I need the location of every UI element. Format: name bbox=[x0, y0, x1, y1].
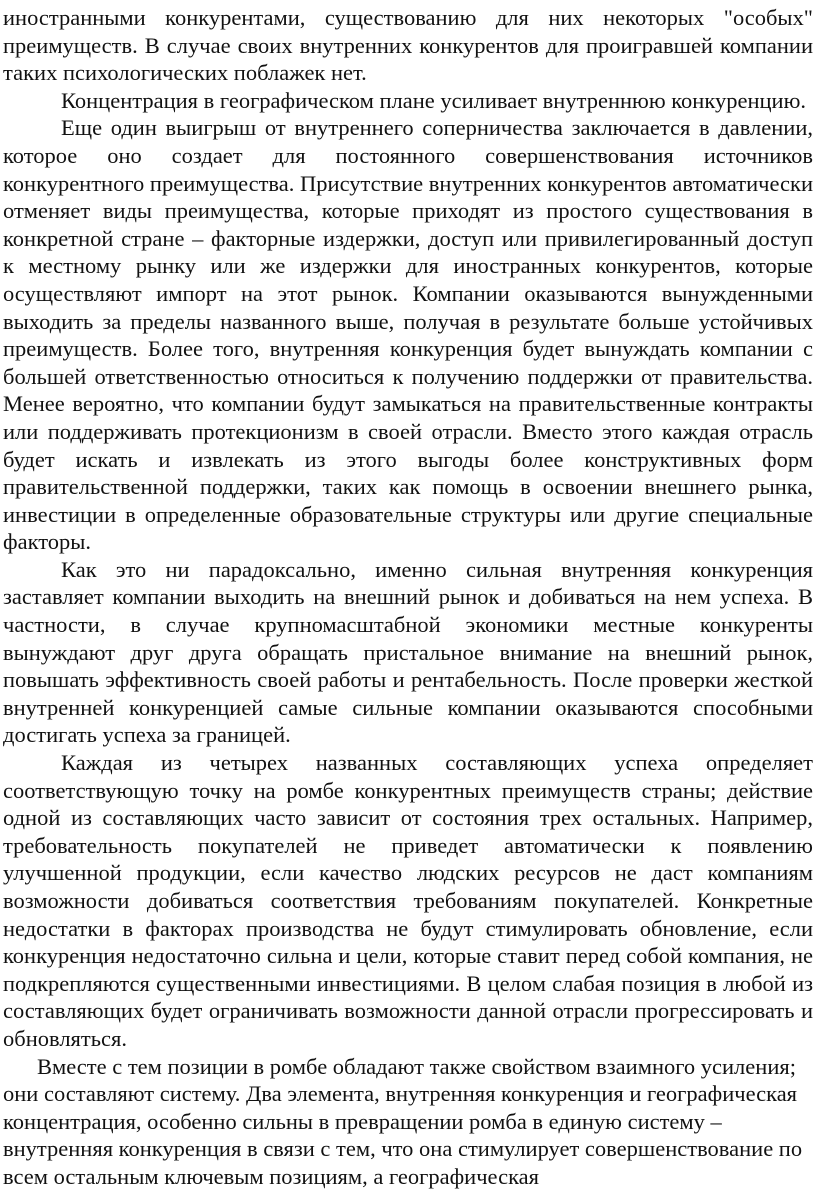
paragraph-1: иностранными конкурентами, существованию для них некоторых "особых" преимуществ. В случае своих внутренних конкурентов для проигравшей компании таких психологических поблажек нет. bbox=[3, 5, 813, 86]
paragraph-4: Как это ни парадоксально, именно сильная внутренняя конкуренция заставляет компании выходить на внешний рынок и добиваться на нем успеха. В частности, в случае крупномасштабной экономики местные конкуренты вынуждают друг друга обращать пристальное внимание на внешний рынок, повышать эффективность своей работы и рентабельность. После проверки жесткой внутренней конкуренцией самые сильные компании оказываются способными достигать успеха за границей. bbox=[3, 556, 813, 748]
paragraph-5: Каждая из четырех названных составляющих успеха определяет соответствующую точку на ромбе конкурентных преимуществ страны; действие одной из составляющих часто зависит от состояния трех остальных. Например, требовательность покупателей не приведет автоматически к появлению улучшенной продукции, если качество людских ресурсов не даст компаниям возможности добиваться соответствия требованиям покупателей. Конкретные недостатки в факторах производства не будут стимулировать обновление, если конкуренция недостаточно сильна и цели, которые ставит перед собой компания, не подкрепляются существенными инвестициями. В целом слабая позиция в любой из составляющих будет ограничивать возможности данной отрасли прогрессировать и обновляться. bbox=[3, 750, 813, 1051]
paragraph-2: Концентрация в географическом плане усиливает внутреннюю конкуренцию. bbox=[61, 87, 807, 113]
paragraph-6: Вместе с тем позиции в ромбе обладают также свойством взаимного усиления; они составляют систему. Два элемента, внутренняя конкуренция и географическая концентрация, особенно сильны в превращении ромба в единую систему – внутренняя конкуренция в связи с тем, что она стимулирует совершенствование по всем остальным ключевым позициям, а географическая bbox=[3, 1053, 803, 1189]
paragraph-3: Еще один выигрыш от внутреннего соперничества заключается в давлении, которое оно создает для постоянного совершенствования источников конкурентного преимущества. Присутствие внутренних конкурентов автоматически отменяет виды преимущества, которые приходят из простого существования в конкретной стране – факторные издержки, доступ или привилегированный доступ к местному рынку или же издержки для иностранных конкурентов, которые осуществляют импорт на этот рынок. Компании оказываются вынужденными выходить за пределы названного выше, получая в результате больше устойчивых преимуществ. Более того, внутренняя конкуренция будет вынуждать компании с большей ответственностью относиться к получению поддержки от правительства. Менее вероятно, что компании будут замыкаться на правительственные контракты или поддерживать протекционизм в своей отрасли. Вместо этого каждая отрасль будет искать и извлекать из этого выгоды более конструктивных форм правительственной поддержки, таких как помощь в освоении внешнего рынка, инвестиции в определенные образовательные структуры или другие специальные факторы. bbox=[3, 115, 813, 555]
